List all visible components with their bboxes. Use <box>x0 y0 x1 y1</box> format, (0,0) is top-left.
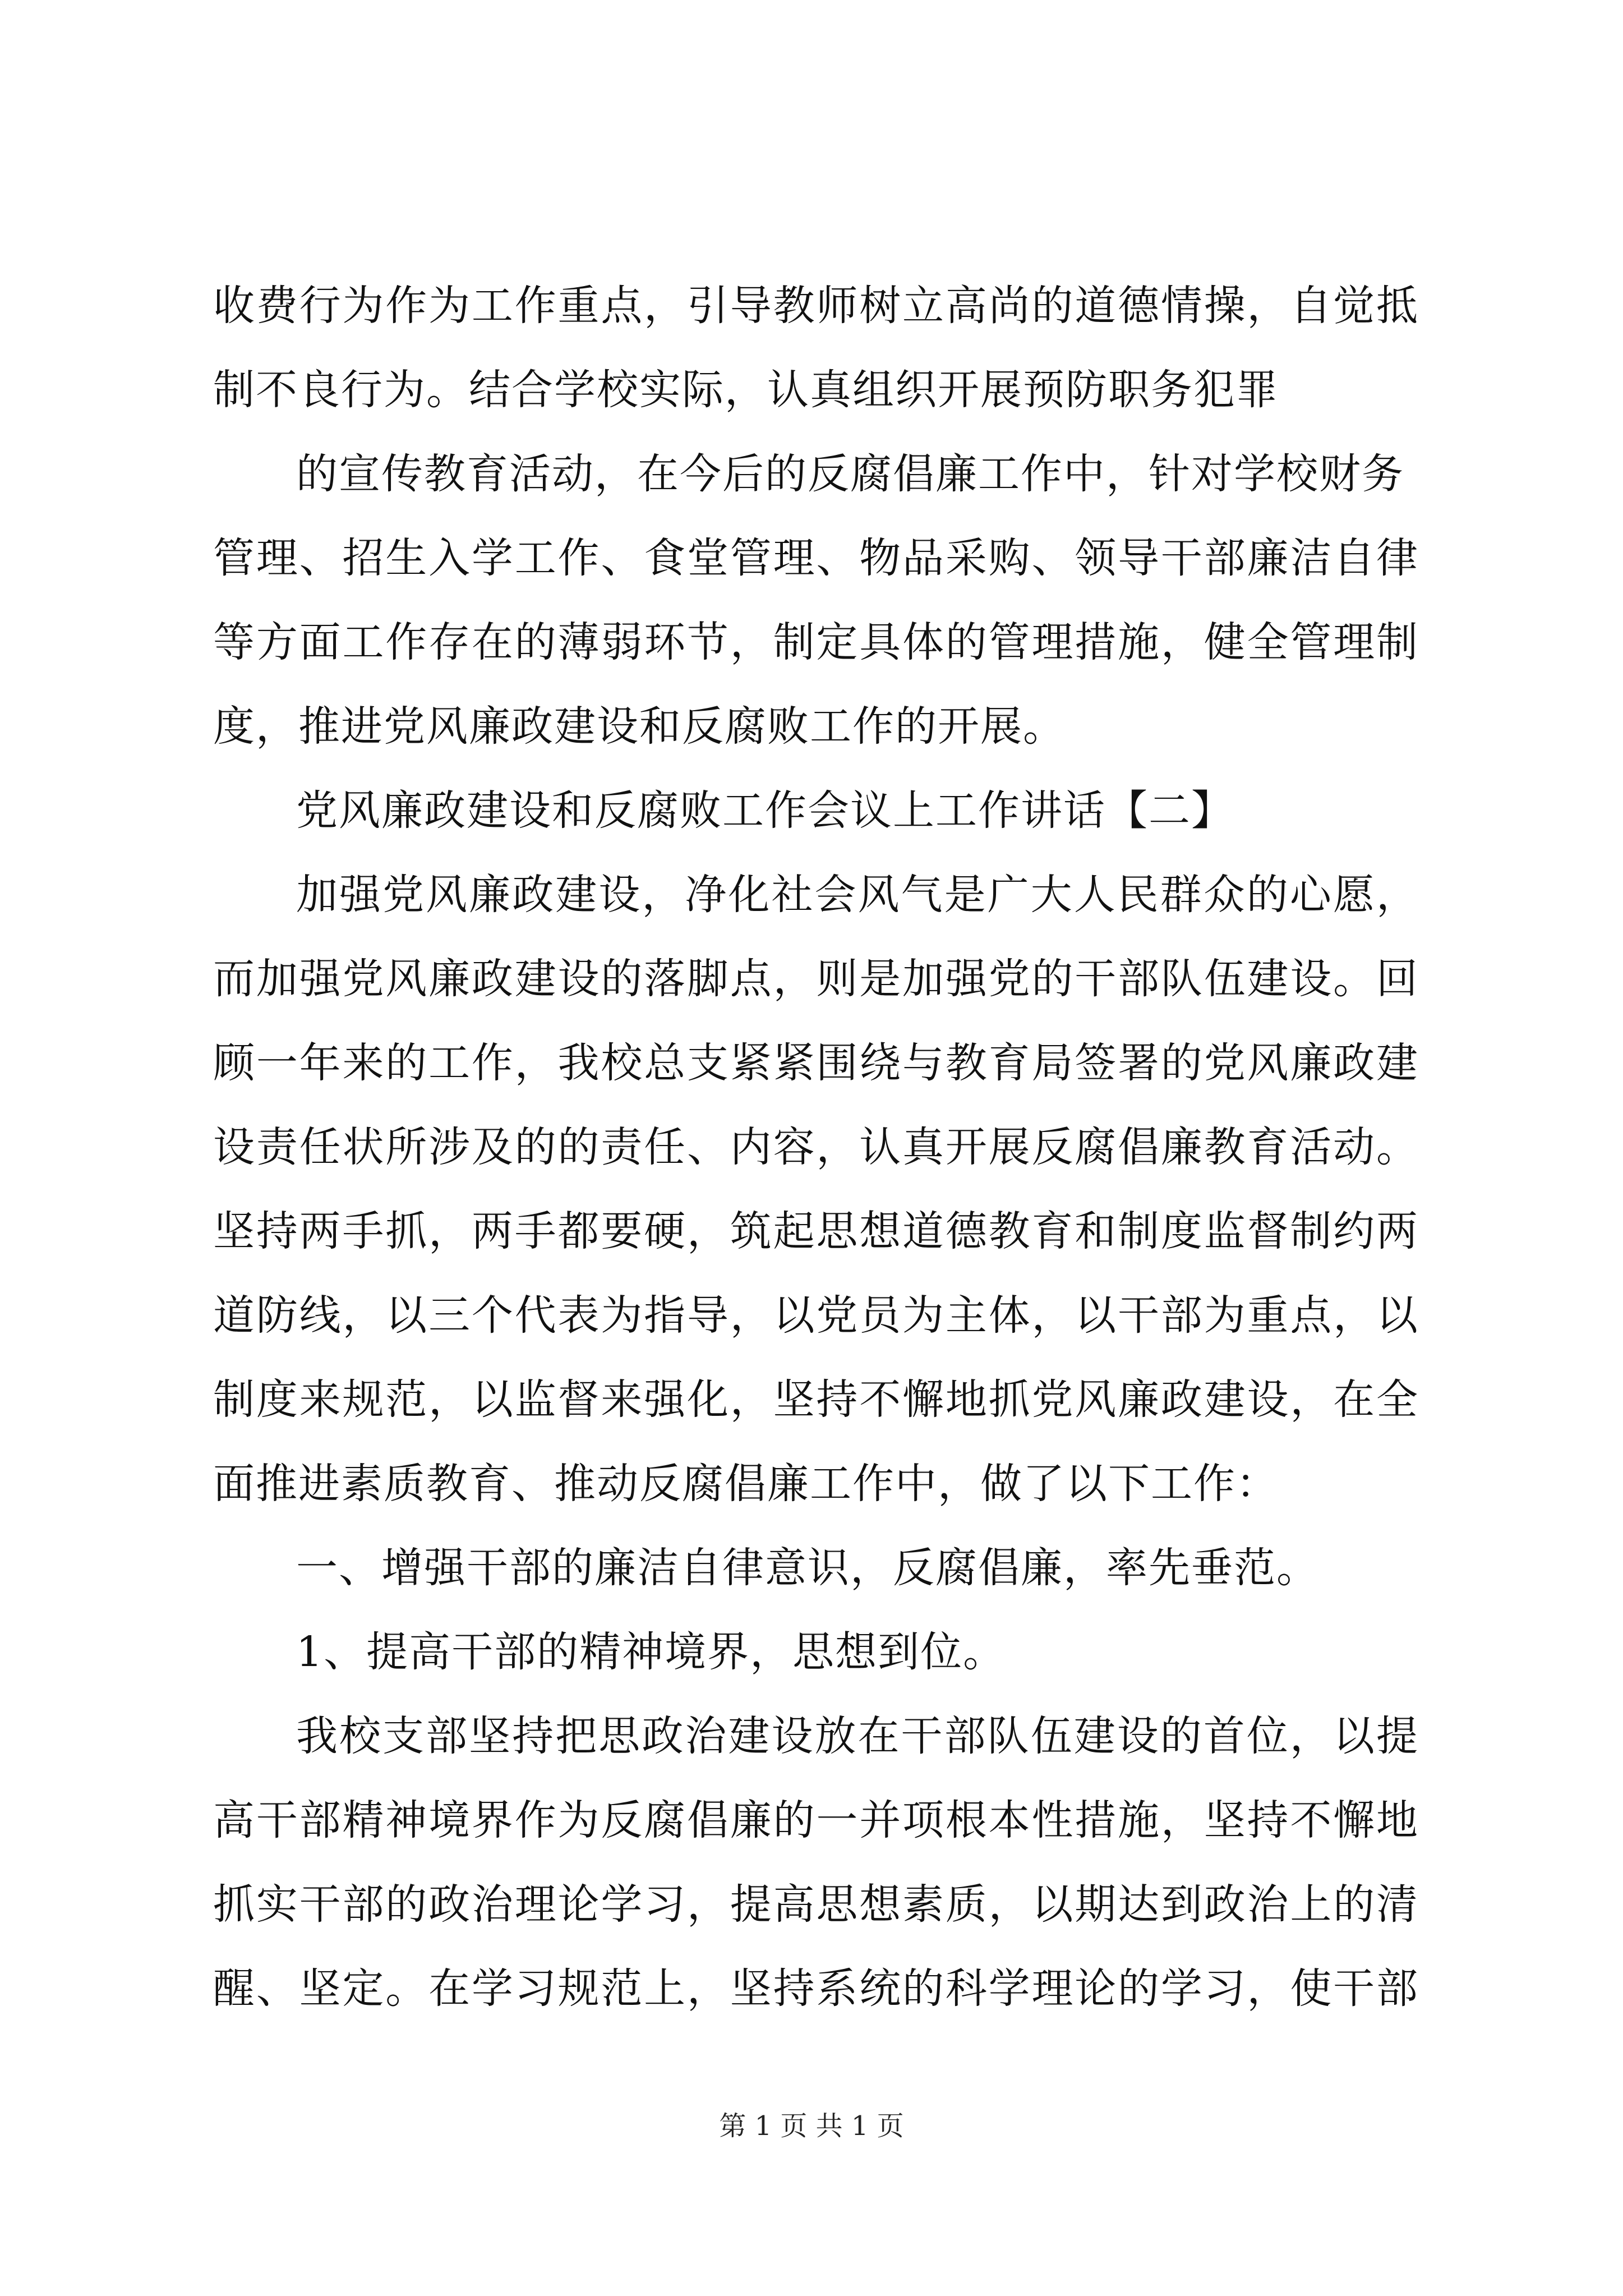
text-line: 加强党风廉政建设，净化社会风气是广大人民群众的心愿， <box>296 871 1419 919</box>
section-heading: 党风廉政建设和反腐败工作会议上工作讲话【二】 <box>296 786 1234 835</box>
text-line: 等方面工作存在的薄弱环节，制定具体的管理措施，健全管理制 <box>213 618 1419 666</box>
page-footer: 第 1 页 共 1 页 <box>719 2110 904 2142</box>
text-line: 坚持两手抓，两手都要硬，筑起思想道德教育和制度监督制约两 <box>213 1207 1419 1255</box>
text-line: 收费行为作为工作重点，引导教师树立高尚的道德情操，自觉抵 <box>213 282 1419 330</box>
text-line: 一、增强干部的廉洁自律意识，反腐倡廉，率先垂范。 <box>296 1544 1319 1592</box>
text-line: 管理、招生入学工作、食堂管理、物品采购、领导干部廉洁自律 <box>213 534 1419 582</box>
text-line: 制不良行为。结合学校实际，认真组织开展预防职务犯罪 <box>213 366 1279 414</box>
text-line: 抓实干部的政治理论学习，提高思想素质，以期达到政治上的清 <box>213 1880 1419 1929</box>
document-body <box>213 264 1419 2031</box>
text-line: 面推进素质教育、推动反腐倡廉工作中，做了以下工作： <box>213 1460 1279 1508</box>
text-line: 而加强党风廉政建设的落脚点，则是加强党的干部队伍建设。回 <box>213 955 1419 1003</box>
text-line: 制度来规范，以监督来强化，坚持不懈地抓党风廉政建设，在全 <box>213 1375 1419 1424</box>
text-line: 度，推进党风廉政建设和反腐败工作的开展。 <box>213 702 1066 751</box>
text-line: 顾一年来的工作，我校总支紧紧围绕与教育局签署的党风廉政建 <box>213 1039 1419 1087</box>
text-line: 高干部精神境界作为反腐倡廉的一并项根本性措施，坚持不懈地 <box>213 1796 1419 1844</box>
text-line: 道防线，以三个代表为指导，以党员为主体，以干部为重点，以 <box>213 1291 1419 1340</box>
text-line: 我校支部坚持把思政治建设放在干部队伍建设的首位，以提 <box>296 1712 1419 1760</box>
text-line: 设责任状所涉及的的责任、内容，认真开展反腐倡廉教育活动。 <box>213 1123 1419 1171</box>
text-line: 的宣传教育活动，在今后的反腐倡廉工作中，针对学校财务 <box>296 450 1404 498</box>
text-line: 1、提高干部的精神境界，思想到位。 <box>296 1628 1006 1676</box>
text-line: 醒、坚定。在学习规范上，坚持系统的科学理论的学习，使干部 <box>213 1964 1419 2013</box>
